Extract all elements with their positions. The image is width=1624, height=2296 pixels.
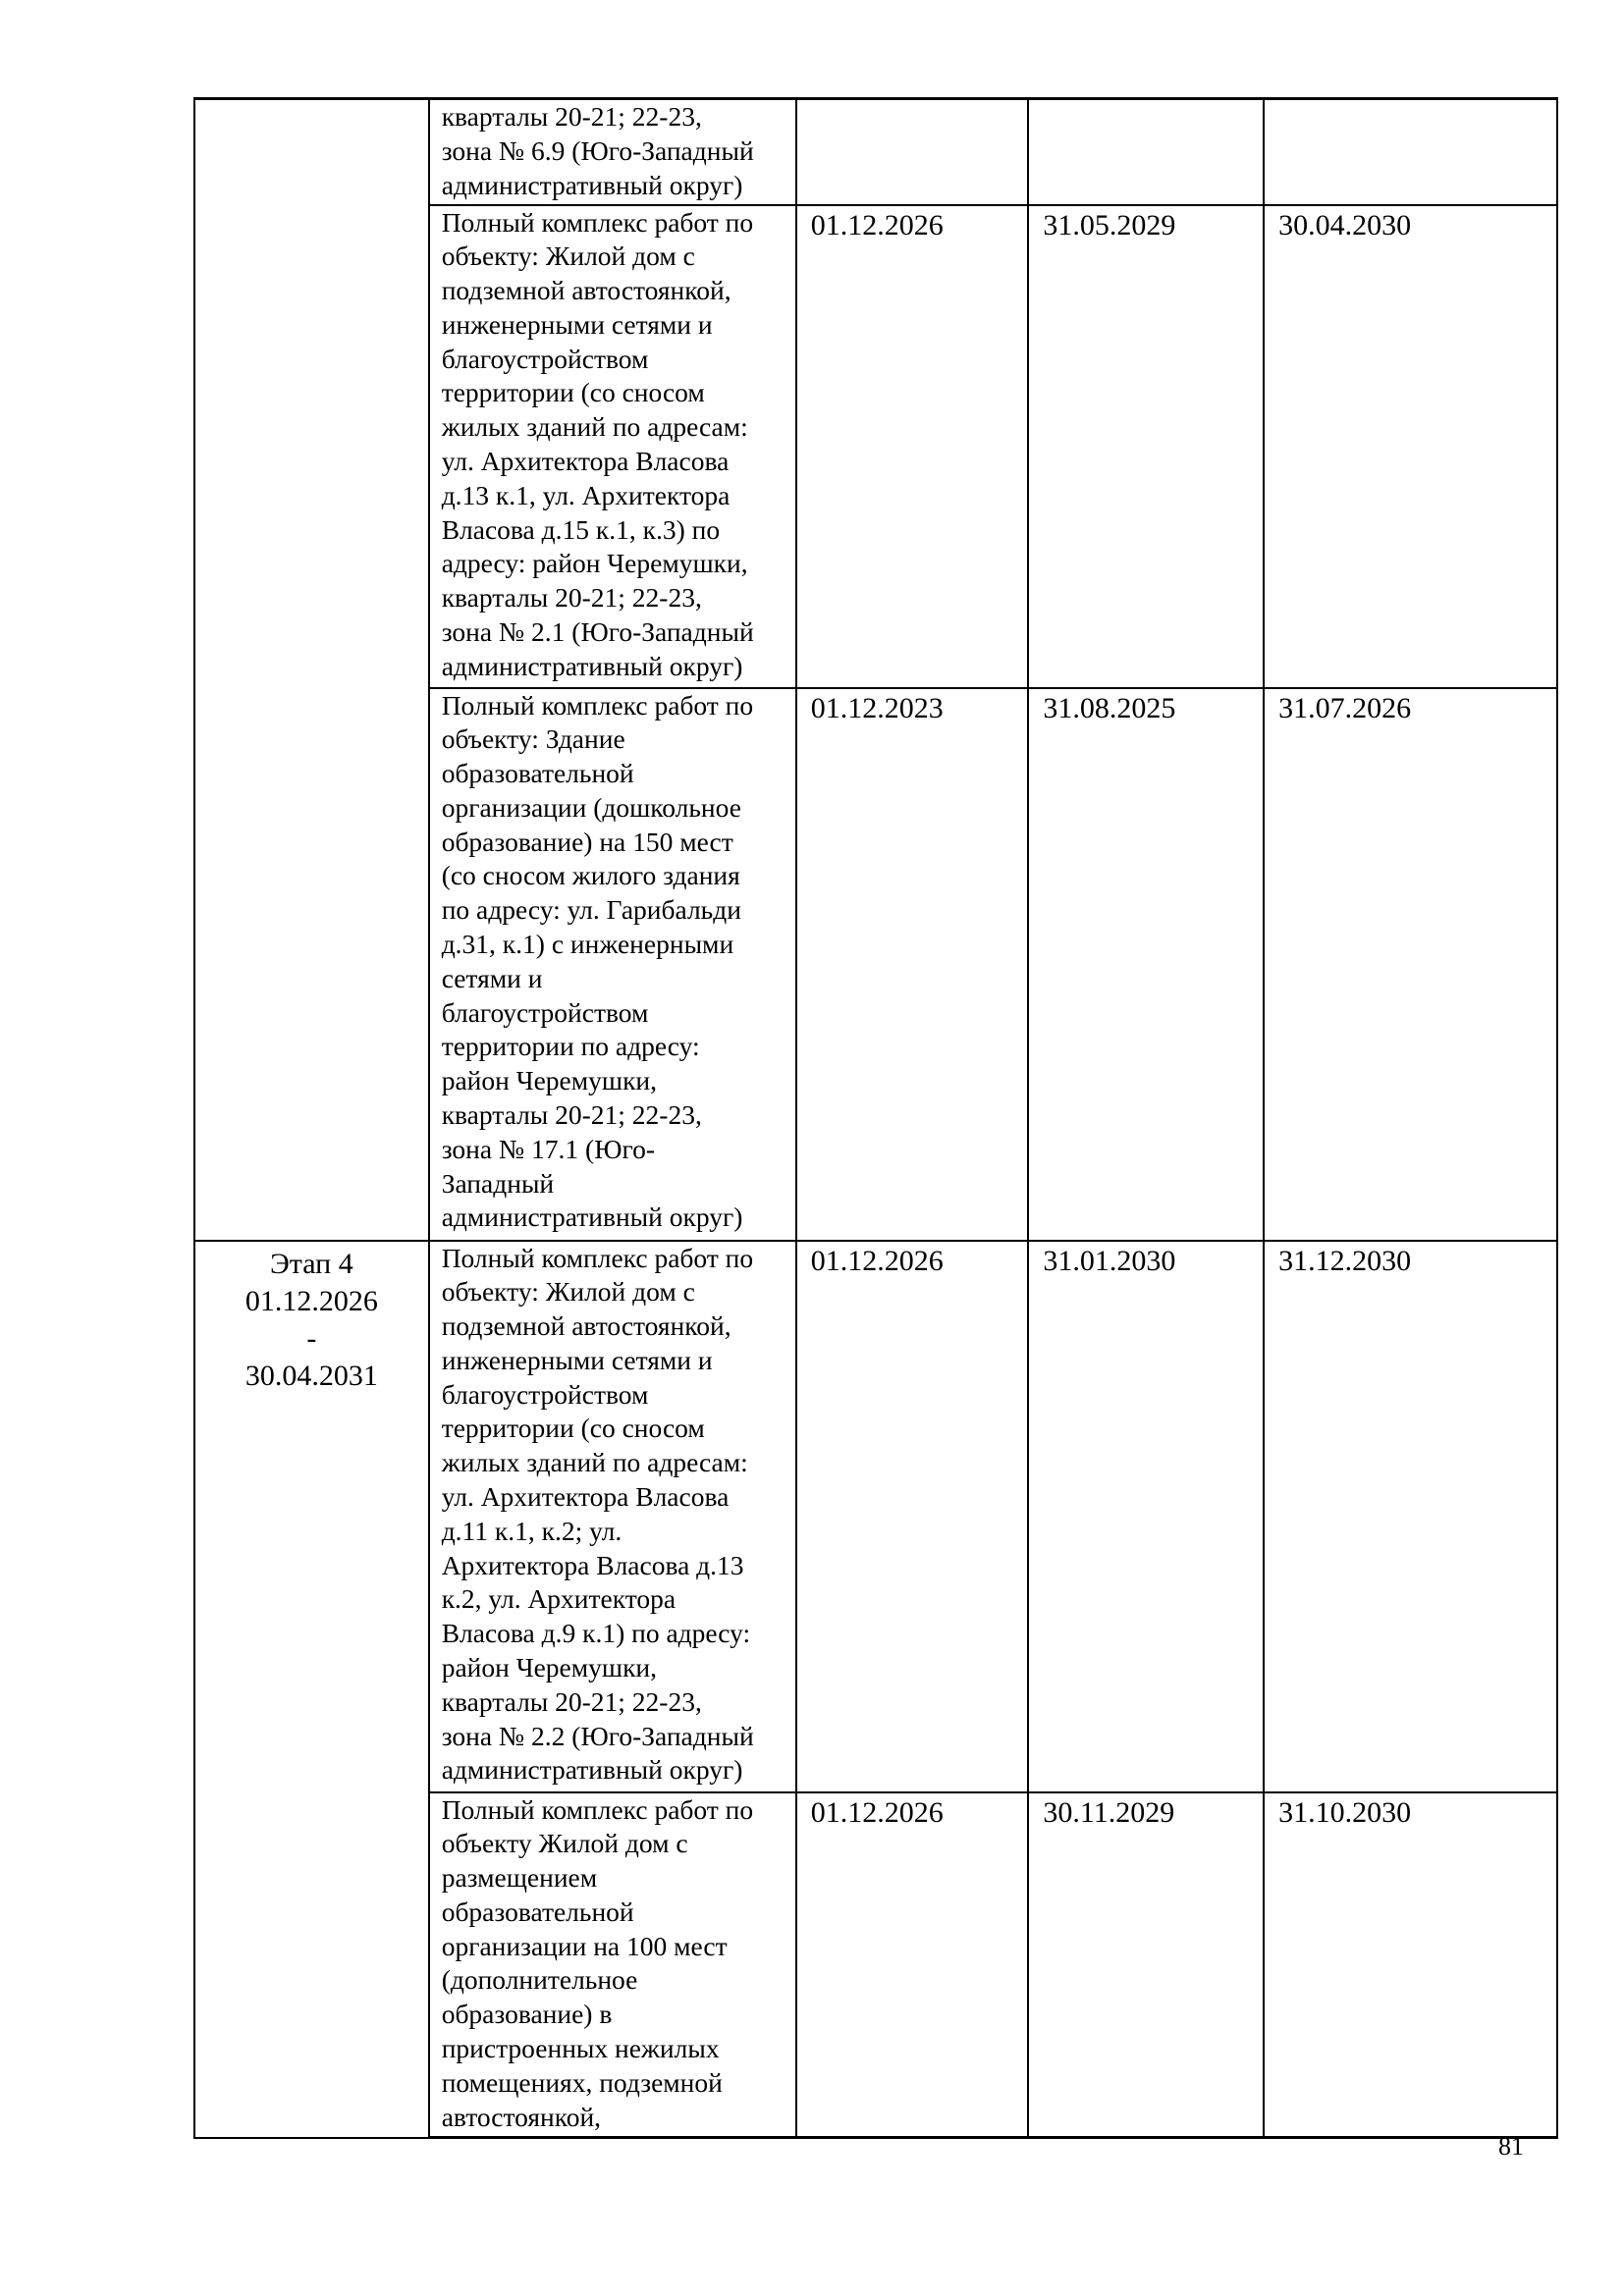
table-row: [194, 99, 1557, 205]
start-date-cell: 01.12.2026: [796, 1241, 1029, 1792]
start-date-cell: 01.12.2026: [796, 1792, 1029, 2138]
object-cell: [429, 99, 796, 205]
commissioning-date-cell: 31.07.2026: [1264, 688, 1557, 1241]
object-text: Полный комплекс работ по объекту: Жилой дом с подземной автостоянкой, инженерными сетями и благоустройством территории (со сносом жилых зданий по адресам: ул. Архитектора Власова д.11 к.1, к.2; ул. Архитектора Власова д.13 к.2, ул. Архитектора Власова д.9 к.1) по адресу: район Черемушки, кварталы 20-21; 22-23, зона № 2.2 (Юго-Западный административный округ): [441, 1242, 754, 1786]
table-row: [194, 1241, 1557, 1792]
object-cell: [429, 1241, 796, 1792]
commissioning-date-cell: 30.04.2030: [1264, 205, 1557, 688]
object-cell: [429, 688, 796, 1241]
object-cell: [429, 1792, 796, 2138]
schedule-table: [193, 97, 1558, 2139]
object-cell: [429, 205, 796, 688]
start-date-cell: [796, 99, 1029, 205]
stage-label: Этап 4 01.12.2026 - 30.04.2031: [244, 1247, 378, 1392]
stage-cell: [194, 1241, 429, 2138]
end-date-cell: 31.05.2029: [1028, 205, 1264, 688]
object-text: Полный комплекс работ по объекту: Жилой дом с подземной автостоянкой, инженерными сетями и благоустройством территории (со сносом жилых зданий по адресам: ул. Архитектора Власова д.13 к.1, ул. Архитектора Власова д.15 к.1, к.3) по адресу: район Черемушки, кварталы 20-21; 22-23, зона № 2.1 (Юго-Западный административный округ): [441, 206, 754, 681]
object-text: Полный комплекс работ по объекту: Здание образовательной организации (дошкольное образование) на 150 мест (со сносом жилого здания по адресу: ул. Гарибальди д.31, к.1) с инженерными сетями и благоустройством территории по адресу: район Черемушки, кварталы 20-21; 22-23, зона № 17.1 (Юго- Западный административный округ): [441, 689, 754, 1233]
stage-cell-empty: [194, 99, 429, 1241]
object-text: Полный комплекс работ по объекту Жилой дом с размещением образовательной организации на 100 мест (дополнительное образование) в пристроенных нежилых помещениях, подземной автостоянкой,: [441, 1793, 754, 2132]
end-date-cell: 31.01.2030: [1028, 1241, 1264, 1792]
commissioning-date-cell: [1264, 99, 1557, 205]
start-date-cell: 01.12.2023: [796, 688, 1029, 1241]
end-date-cell: [1028, 99, 1264, 205]
commissioning-date-cell: 31.10.2030: [1264, 1792, 1557, 2138]
end-date-cell: 30.11.2029: [1028, 1792, 1264, 2138]
object-text: кварталы 20-21; 22-23, зона № 6.9 (Юго-Западный административный округ): [441, 101, 754, 200]
page-number: 81: [1498, 2132, 1524, 2161]
end-date-cell: 31.08.2025: [1028, 688, 1264, 1241]
start-date-cell: 01.12.2026: [796, 205, 1029, 688]
commissioning-date-cell: 31.12.2030: [1264, 1241, 1557, 1792]
